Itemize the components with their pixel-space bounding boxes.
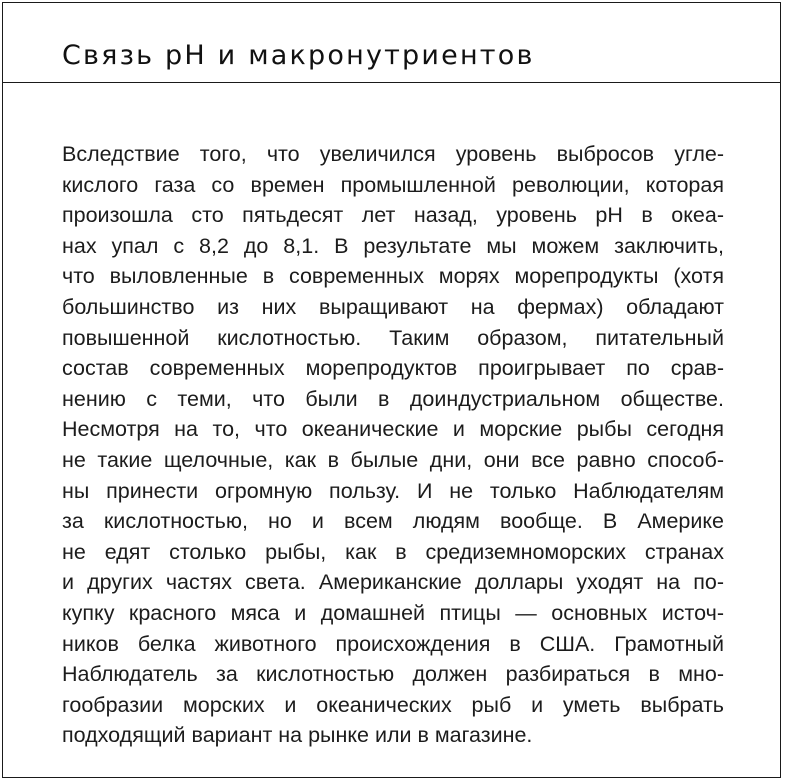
box-header	[3, 3, 780, 83]
text-box-frame	[2, 2, 781, 778]
text-line: нах упал с 8,2 до 8,1. В результате мы можем заключить,	[62, 233, 724, 258]
text-line: за кислотностью, но и всем людям вообще. В Америке	[62, 509, 724, 534]
text-line: большинство из них выращивают на фермах) обладают	[62, 294, 724, 319]
text-line: Наблюдатель за кислотностью должен разбираться в мно-	[62, 662, 724, 687]
text-line: повышенной кислотностью. Таким образом, питательный	[62, 325, 724, 350]
text-line: что выловленные в современных морях морепродукты (хотя	[62, 264, 724, 289]
text-line: Вследствие того, что увеличился уровень выбросов угле-	[62, 142, 724, 166]
text-line: ников белка животного происхождения в США. Грамотный	[62, 631, 724, 656]
text-line: не такие щелочные, как в былые дни, они все равно способ-	[62, 447, 724, 472]
text-line: гообразии морских и океанических рыб и уметь выбрать	[62, 692, 724, 717]
text-line: не едят столько рыбы, как в средиземноморских странах	[62, 539, 724, 564]
text-line: купку красного мяса и домашней птицы — основных источ-	[62, 600, 724, 625]
text-line: Несмотря на то, что океанические и морские рыбы сегодня	[62, 417, 724, 442]
text-line: ны принести огромную пользу. И не только Наблюдателям	[62, 478, 724, 503]
text-line: подходящий вариант на рынке или в магазине.	[62, 723, 533, 748]
section-title: Связь pH и макронутриентов	[62, 40, 535, 71]
text-line: и других частях света. Американские доллары уходят на по-	[62, 570, 724, 595]
text-line: произошла сто пятьдесят лет назад, уровень pH в океа-	[62, 203, 724, 228]
text-line: нению с теми, что были в доиндустриальном обществе.	[62, 386, 724, 411]
body-paragraph	[62, 139, 724, 751]
text-line: состав современных морепродуктов проигрывает по срав-	[62, 356, 724, 381]
text-line: кислого газа со времен промышленной революции, которая	[62, 172, 724, 197]
